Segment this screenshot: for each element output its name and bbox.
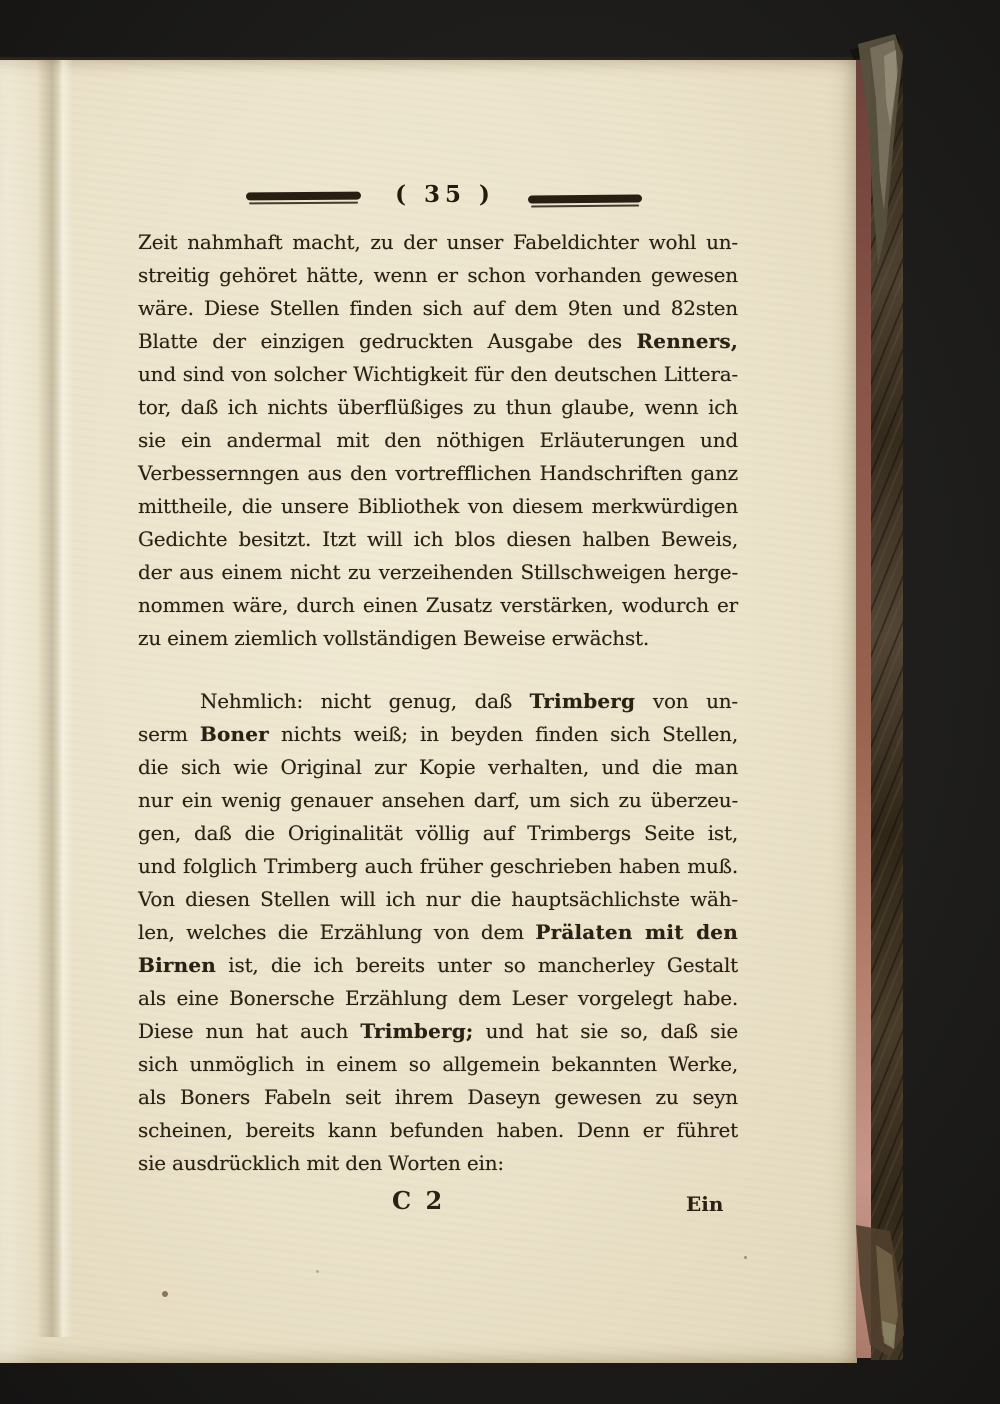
body-text xyxy=(138,226,738,1180)
paragraph-2 xyxy=(138,685,738,1180)
text-segment: Von diesen Stellen will ich nur die hauptsächlichste wäh- xyxy=(138,887,738,911)
signature-mark: C 2 xyxy=(392,1186,446,1215)
text-segment: sich unmöglich in einem so allgemein bekannten Werke, xyxy=(138,1052,738,1076)
emphasized-word: Trimberg; xyxy=(360,1019,474,1043)
cover-corner-top-worn xyxy=(840,30,930,280)
page-crease xyxy=(37,60,73,1337)
text-line xyxy=(138,556,738,589)
text-line xyxy=(138,490,738,523)
text-segment: nur ein wenig genauer ansehen darf, um sich zu überzeu- xyxy=(138,788,738,812)
page-gutter-highlight xyxy=(0,60,42,1363)
text-line xyxy=(138,424,738,457)
catchword: Ein xyxy=(686,1192,724,1216)
text-line xyxy=(138,259,738,292)
paragraph-1 xyxy=(138,226,738,655)
text-segment: und folglich Trimberg auch früher geschrieben haben muß. xyxy=(138,854,738,878)
text-segment: und sind von solcher Wichtigkeit für den deutschen Littera- xyxy=(138,362,738,386)
text-line xyxy=(138,784,738,817)
text-line xyxy=(138,292,738,325)
text-line xyxy=(138,685,738,718)
text-line xyxy=(138,1114,738,1147)
text-line xyxy=(138,226,738,259)
text-line xyxy=(138,622,738,655)
emphasized-word: Prälaten mit den xyxy=(535,920,738,944)
text-line xyxy=(138,1081,738,1114)
text-line xyxy=(138,1015,738,1048)
text-segment: Zeit nahmhaft macht, zu der unser Fabeldichter wohl un- xyxy=(138,230,738,254)
cover-corner-bottom-worn xyxy=(846,1225,916,1365)
decorative-rule-right xyxy=(528,194,642,203)
text-line xyxy=(138,589,738,622)
text-segment: Verbessernngen aus den vortrefflichen Handschriften ganz xyxy=(138,461,738,485)
paper-speck xyxy=(316,1270,319,1273)
text-segment: wäre. Diese Stellen finden sich auf dem 9ten und 82sten xyxy=(138,296,738,320)
text-segment: Diese nun hat auch xyxy=(138,1019,361,1043)
text-segment: als Boners Fabeln seit ihrem Daseyn gewesen zu seyn xyxy=(138,1085,738,1109)
text-segment: der aus einem nicht zu verzeihenden Stillschweigen herge- xyxy=(138,560,738,584)
text-segment: Gedichte besitzt. Itzt will ich blos diesen halben Beweis, xyxy=(138,527,738,551)
text-line xyxy=(138,817,738,850)
text-line xyxy=(138,718,738,751)
text-segment: scheinen, bereits kann befunden haben. Denn er führet xyxy=(138,1118,738,1142)
text-segment: sie ausdrücklich mit den Worten ein: xyxy=(138,1151,504,1175)
page-number: ( 35 ) xyxy=(395,181,495,208)
text-line xyxy=(138,523,738,556)
text-segment: streitig gehöret hätte, wenn er schon vorhanden gewesen xyxy=(138,263,738,287)
text-segment: ist, die ich bereits unter so mancherley Gestalt xyxy=(216,953,738,977)
text-line xyxy=(138,457,738,490)
text-segment: serm xyxy=(138,722,200,746)
paper-speck xyxy=(162,1291,168,1297)
book-page xyxy=(0,57,857,1363)
text-line xyxy=(138,1147,738,1180)
decorative-rule-left xyxy=(246,192,361,201)
text-segment: tor, daß ich nichts überflüßiges zu thun glaube, wenn ich xyxy=(138,395,738,419)
text-segment: als eine Bonersche Erzählung dem Leser vorgelegt habe. xyxy=(138,986,738,1010)
text-line xyxy=(138,358,738,391)
text-segment: und hat sie so, daß sie xyxy=(473,1019,738,1043)
emphasized-word: Renners, xyxy=(636,329,738,353)
text-segment: len, welches die Erzählung von dem xyxy=(138,920,536,944)
text-line xyxy=(138,1048,738,1081)
text-line xyxy=(138,949,738,982)
text-line xyxy=(138,883,738,916)
text-line xyxy=(138,391,738,424)
text-segment: zu einem ziemlich vollständigen Beweise erwächst. xyxy=(138,626,650,650)
text-segment: Nehmlich: nicht genug, daß xyxy=(200,689,530,713)
text-line xyxy=(138,982,738,1015)
text-line xyxy=(138,916,738,949)
text-segment: Blatte der einzigen gedruckten Ausgabe des xyxy=(138,329,637,353)
text-segment: die sich wie Original zur Kopie verhalten, und die man xyxy=(138,755,738,779)
text-segment: mittheile, die unsere Bibliothek von diesem merkwürdigen xyxy=(138,494,738,518)
text-line xyxy=(138,751,738,784)
text-segment: nommen wäre, durch einen Zusatz verstärken, wodurch er xyxy=(138,593,738,617)
text-segment: von un- xyxy=(635,689,738,713)
text-segment: gen, daß die Originalität völlig auf Trimbergs Seite ist, xyxy=(138,821,738,845)
emphasized-word: Birnen xyxy=(138,953,217,977)
emphasized-word: Trimberg xyxy=(529,689,636,713)
paper-speck xyxy=(585,565,588,568)
text-line xyxy=(138,325,738,358)
text-line xyxy=(138,850,738,883)
text-segment: nichts weiß; in beyden finden sich Stellen, xyxy=(268,722,739,746)
emphasized-word: Boner xyxy=(199,722,269,746)
paper-speck xyxy=(744,1256,747,1259)
text-segment: sie ein andermal mit den nöthigen Erläuterungen und xyxy=(138,428,738,452)
